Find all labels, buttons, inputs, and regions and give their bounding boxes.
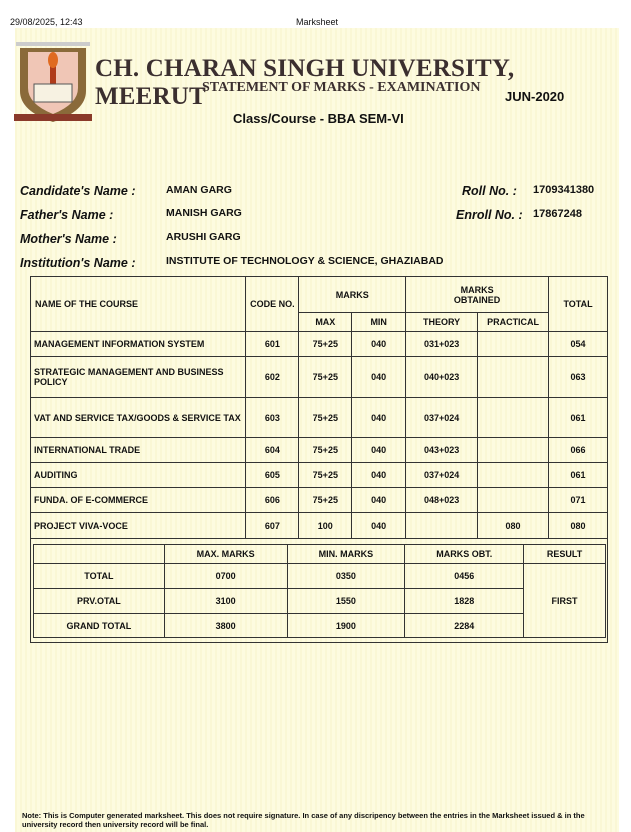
header-obtained: MARKS OBTAINED	[406, 277, 549, 313]
cell-practical	[478, 332, 549, 357]
cell-min: 040	[352, 357, 406, 398]
cell-name: VAT AND SERVICE TAX/GOODS & SERVICE TAX	[31, 398, 246, 438]
cell-max: 75+25	[299, 463, 352, 488]
father-name: MANISH GARG	[166, 207, 242, 219]
cell-code: 606	[246, 488, 299, 513]
result-value: FIRST	[524, 564, 606, 638]
summary-obt: 2284	[405, 614, 524, 638]
cell-max: 75+25	[299, 332, 352, 357]
summary-header-obt: MARKS OBT.	[405, 545, 524, 564]
cell-code: 601	[246, 332, 299, 357]
header-min: MIN	[352, 313, 406, 332]
cell-total: 061	[549, 463, 608, 488]
cell-code: 607	[246, 513, 299, 539]
cell-name: STRATEGIC MANAGEMENT AND BUSINESS POLICY	[31, 357, 246, 398]
cell-min: 040	[352, 463, 406, 488]
summary-min: 1550	[287, 589, 405, 614]
class-course: Class/Course - BBA SEM-VI	[233, 111, 404, 126]
institution-name: INSTITUTE OF TECHNOLOGY & SCIENCE, GHAZIABAD	[166, 255, 444, 267]
cell-name: FUNDA. OF E-COMMERCE	[31, 488, 246, 513]
cell-theory: 031+023	[406, 332, 478, 357]
summary-max: 3800	[164, 614, 287, 638]
cell-theory: 048+023	[406, 488, 478, 513]
exam-session: JUN-2020	[505, 89, 565, 104]
roll-number: 1709341380	[533, 184, 595, 196]
cell-practical	[478, 438, 549, 463]
summary-min: 0350	[287, 564, 405, 589]
enroll-label: Enroll No. :	[456, 208, 523, 222]
cell-theory: 037+024	[406, 463, 478, 488]
cell-theory: 037+024	[406, 398, 478, 438]
cell-min: 040	[352, 513, 406, 539]
summary-label: PRV.OTAL	[34, 589, 165, 614]
cell-min: 040	[352, 438, 406, 463]
header-code: CODE NO.	[246, 277, 299, 332]
header-total: TOTAL	[549, 277, 608, 332]
cell-max: 75+25	[299, 357, 352, 398]
cell-min: 040	[352, 398, 406, 438]
cell-name: AUDITING	[31, 463, 246, 488]
footer-note: Note: This is Computer generated marksheet. This does not require signature. In case of any discripency between the entries in the Marksheet issued & in the university record then university record will be final.	[22, 811, 585, 829]
cell-practical	[478, 463, 549, 488]
mother-name: ARUSHI GARG	[166, 231, 241, 243]
summary-max: 0700	[164, 564, 287, 589]
header-marks: MARKS	[299, 277, 406, 313]
cell-practical	[478, 357, 549, 398]
header-max: MAX	[299, 313, 352, 332]
summary-header-min: MIN. MARKS	[287, 545, 405, 564]
cell-name: PROJECT VIVA-VOCE	[31, 513, 246, 539]
cell-theory: 043+023	[406, 438, 478, 463]
marks-table	[30, 276, 608, 539]
university-name: CH. CHARAN SINGH UNIVERSITY, MEERUT	[95, 55, 515, 110]
summary-label: GRAND TOTAL	[34, 614, 165, 638]
table-row	[31, 438, 608, 463]
summary-header-max: MAX. MARKS	[164, 545, 287, 564]
cell-practical	[478, 488, 549, 513]
summary-max: 3100	[164, 589, 287, 614]
institution-label: Institution's Name :	[20, 256, 136, 270]
summary-obt: 1828	[405, 589, 524, 614]
candidate-label: Candidate's Name :	[20, 184, 136, 198]
cell-practical	[478, 398, 549, 438]
mother-label: Mother's Name :	[20, 232, 117, 246]
summary-min: 1900	[287, 614, 405, 638]
cell-practical: 080	[478, 513, 549, 539]
cell-name: INTERNATIONAL TRADE	[31, 438, 246, 463]
summary-label: TOTAL	[34, 564, 165, 589]
cell-code: 604	[246, 438, 299, 463]
table-row	[31, 463, 608, 488]
cell-min: 040	[352, 332, 406, 357]
header-course: NAME OF THE COURSE	[31, 277, 246, 332]
cell-total: 080	[549, 513, 608, 539]
cell-code: 603	[246, 398, 299, 438]
cell-theory	[406, 513, 478, 539]
summary-table	[33, 544, 606, 638]
cell-code: 605	[246, 463, 299, 488]
cell-theory: 040+023	[406, 357, 478, 398]
roll-label: Roll No. :	[462, 184, 517, 198]
table-row	[31, 357, 608, 398]
summary-obt: 0456	[405, 564, 524, 589]
cell-min: 040	[352, 488, 406, 513]
table-row	[31, 398, 608, 438]
cell-code: 602	[246, 357, 299, 398]
statement-title: STATEMENT OF MARKS - EXAMINATION	[202, 80, 481, 95]
candidate-name: AMAN GARG	[166, 184, 232, 196]
cell-max: 75+25	[299, 488, 352, 513]
table-row	[31, 513, 608, 539]
table-row	[31, 332, 608, 357]
cell-total: 061	[549, 398, 608, 438]
cell-total: 054	[549, 332, 608, 357]
summary-blank	[34, 545, 165, 564]
print-title: Marksheet	[296, 17, 339, 27]
header-practical: PRACTICAL	[478, 313, 549, 332]
table-row	[31, 488, 608, 513]
father-label: Father's Name :	[20, 208, 114, 222]
cell-total: 063	[549, 357, 608, 398]
cell-total: 071	[549, 488, 608, 513]
cell-max: 100	[299, 513, 352, 539]
cell-total: 066	[549, 438, 608, 463]
summary-header-result: RESULT	[524, 545, 606, 564]
cell-max: 75+25	[299, 438, 352, 463]
university-logo	[14, 36, 92, 126]
cell-max: 75+25	[299, 398, 352, 438]
header-theory: THEORY	[406, 313, 478, 332]
enroll-number: 17867248	[533, 208, 582, 220]
print-datetime: 29/08/2025, 12:43	[10, 17, 83, 27]
cell-name: MANAGEMENT INFORMATION SYSTEM	[31, 332, 246, 357]
